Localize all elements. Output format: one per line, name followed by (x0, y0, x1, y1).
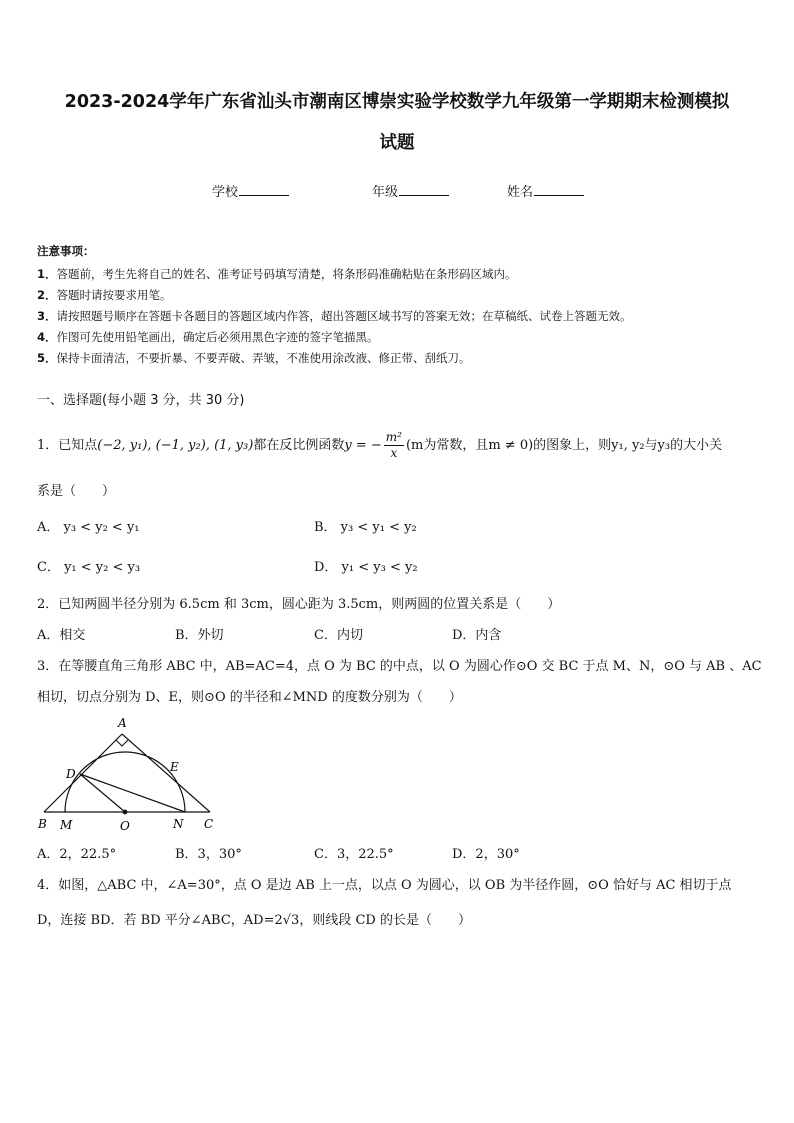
label-d: D (66, 767, 76, 781)
label-a: A (118, 716, 127, 730)
q1-option-a[interactable]: A． y₃ < y₂ < y₁ (37, 520, 140, 535)
name-label: 姓名 (507, 185, 534, 200)
school-label: 学校 (212, 185, 239, 200)
grade-blank[interactable] (399, 183, 449, 196)
school-field[interactable] (212, 181, 289, 200)
question-3-stem: 3．在等腰直角三角形 ABC 中，AB=AC=4，点 O 为 BC 的中点，以 O 为圆心作⊙O 交 BC 于点 M、N，⊙O 与 AB 、AC (37, 659, 762, 674)
q1-option-b[interactable]: B． y₃ < y₁ < y₂ (314, 520, 417, 535)
q3-option-c[interactable]: C．3，22.5° (314, 847, 394, 862)
question-2-stem: 2．已知两圆半径分别为 6.5cm 和 3cm，圆心距为 3.5cm，则两圆的位置关系是（ ） (37, 597, 561, 612)
question-1-stem-cont: 系是（ ） (37, 484, 116, 499)
q3-option-a[interactable]: A．2，22.5° (37, 847, 117, 862)
q2-option-b[interactable]: B．外切 (175, 628, 224, 643)
question-4-stem: 4．如图，△ABC 中，∠A=30°，点 O 是边 AB 上一点，以点 O 为圆心，以 OB 为半径作圆，⊙O 恰好与 AC 相切于点 (37, 878, 732, 893)
circle-o-arc (65, 752, 185, 812)
fraction-m2-over-x: $\frac{\text{m²}}{x}$ (385, 430, 402, 460)
notes-heading: 注意事项： (37, 244, 95, 258)
label-c: C (204, 817, 214, 831)
name-blank[interactable] (534, 183, 584, 196)
q3-option-b[interactable]: B．3，30° (175, 847, 242, 862)
question-3-stem-cont: 相切，切点分别为 D、E，则⊙O 的半径和∠MND 的度数分别为（ ） (37, 690, 462, 705)
label-e: E (170, 760, 179, 774)
school-blank[interactable] (239, 183, 289, 196)
q2-option-a[interactable]: A．相交 (37, 628, 86, 643)
segment-dn (80, 774, 185, 812)
notes-item: 5．保持卡面清洁，不要折暴、不要弄破、弄皱，不准使用涂改液、修正带、刮纸刀。 (37, 351, 471, 365)
label-m: M (60, 818, 73, 832)
notes-item: 3．请按照题号顺序在答题卡各题目的答题区域内作答，超出答题区域书写的答案无效；在草稿纸、试卷上答题无效。 (37, 309, 632, 323)
center-point-o (123, 810, 128, 815)
q2-option-c[interactable]: C．内切 (314, 628, 363, 643)
q1-option-c[interactable]: C． y₁ < y₂ < y₃ (37, 560, 141, 575)
label-n: N (173, 817, 184, 831)
notes-item: 4．作图可先使用铅笔画出，确定后必须用黑色字迹的签字笔描黑。 (37, 330, 379, 344)
question-1-stem: 1．已知点(−2, y₁), (−1, y₂), (1, y₃)都在反比例函数y = − $\frac{\text{m²}}{x}$ (m为常数，且m ≠ 0)的图象上，则y₁, y₂与y₃的大小关 (37, 430, 723, 460)
exam-title-line2: 试题 (379, 133, 415, 153)
notes-section (37, 243, 767, 369)
q2-option-d[interactable]: D．内含 (452, 628, 502, 643)
q3-option-d[interactable]: D．2，30° (452, 847, 520, 862)
exam-title-line1: 2023-2024学年广东省汕头市潮南区博崇实验学校数学九年级第一学期期末检测模拟 (64, 92, 730, 112)
label-b: B (38, 817, 47, 831)
right-angle-mark (116, 740, 128, 746)
grade-field[interactable] (372, 181, 449, 200)
q1-option-d[interactable]: D． y₁ < y₃ < y₂ (314, 560, 418, 575)
segment-ac (122, 734, 210, 812)
notes-item: 1．答题前，考生先将自己的姓名、准考证号码填写清楚，将条形码准确粘贴在条形码区域内。 (37, 267, 517, 281)
section-heading-choice: 一、选择题(每小题 3 分，共 30 分) (37, 393, 245, 408)
label-o: O (120, 819, 130, 833)
question-4-stem-cont: D，连接 BD．若 BD 平分∠ABC，AD=2√3，则线段 CD 的长是（ ） (37, 913, 471, 928)
notes-item: 2．答题时请按要求用笔。 (37, 288, 172, 302)
segment-do (80, 774, 125, 812)
grade-label: 年级 (372, 185, 399, 200)
geometry-figure-q3 (30, 712, 220, 837)
name-field[interactable] (507, 181, 584, 200)
